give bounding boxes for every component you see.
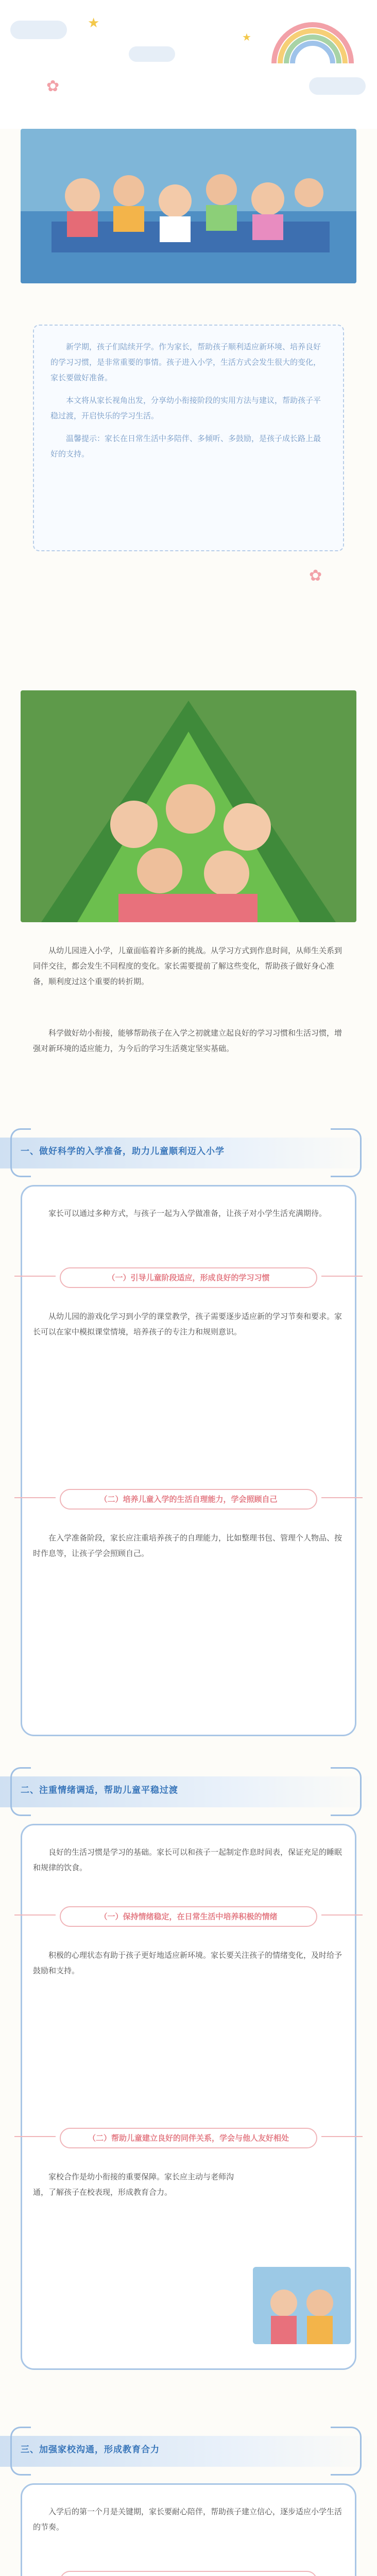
- flower-icon: ✿: [46, 77, 60, 95]
- section-title: 一、做好科学的入学准备，助力儿童顺利迈入小学: [21, 1146, 225, 1157]
- body-paragraph: 在入学准备阶段，家长应注重培养孩子的自理能力，比如整理书包、管理个人物品、按时作息等，让孩子学会照顾自己。: [33, 1533, 342, 1558]
- subheading: （二）帮助儿童建立良好的同伴关系，学会与他人友好相处: [60, 2128, 317, 2148]
- cloud-icon: [309, 77, 366, 95]
- section-banner: [0, 1123, 377, 1180]
- body-paragraph: 入学后的第一个月是关键期，家长要耐心陪伴，帮助孩子建立信心，逐步适应小学生活的节奏。: [33, 2507, 342, 2532]
- intro-paragraph: 新学期，孩子们陆续开学。作为家长，帮助孩子顺利适应新环境、培养良好的学习习惯，是非常重要的事情。孩子进入小学，生活方式会发生很大的变化，家长要做好准备。: [50, 342, 321, 382]
- subheading: （一）引导儿童阶段适应，形成良好的学习习惯: [60, 1267, 317, 1288]
- section-title: 二、注重情绪调适，帮助儿童平稳过渡: [21, 1785, 178, 1795]
- section-banner: [0, 2421, 377, 2478]
- intro-paragraph: 本文将从家长视角出发，分享幼小衔接阶段的实用方法与建议，帮助孩子平稳过渡，开启快乐的学习生活。: [50, 396, 321, 420]
- star-icon: ★: [242, 31, 251, 43]
- body-paragraph: 家长可以通过多种方式，与孩子一起为入学做准备，让孩子对小学生活充满期待。: [48, 1209, 327, 1218]
- rainbow-icon: [269, 20, 356, 66]
- intro-box: [33, 325, 344, 551]
- subheading: （二）培养儿童入学的生活自理能力，学会照顾自己: [60, 1489, 317, 1510]
- body-paragraph: 科学做好幼小衔接，能够帮助孩子在入学之初就建立起良好的学习习惯和生活习惯，增强对新环境的适应能力，为今后的学习生活奠定坚实基础。: [33, 1028, 342, 1053]
- intro-paragraph: 温馨提示：家长在日常生活中多陪伴、多倾听、多鼓励，是孩子成长路上最好的支持。: [50, 434, 321, 459]
- flower-icon: ✿: [309, 567, 322, 585]
- children-tent-photo: [21, 690, 356, 922]
- body-paragraph: 从幼儿园的游戏化学习到小学的课堂教学，孩子需要逐步适应新的学习节奏和要求。家长可以在家中模拟课堂情境，培养孩子的专注力和规则意识。: [33, 1312, 342, 1336]
- cloud-icon: [10, 21, 67, 39]
- body-paragraph: 家校合作是幼小衔接的重要保障。家长应主动与老师沟通，了解孩子在校表现，形成教育合力。: [33, 2172, 234, 2197]
- section-title: 三、加强家校沟通，形成教育合力: [21, 2445, 160, 2455]
- star-icon: ★: [88, 15, 100, 31]
- section-banner: [0, 1762, 377, 1819]
- body-paragraph: 良好的生活习惯是学习的基础。家长可以和孩子一起制定作息时间表，保证充足的睡眠和规律的饮食。: [33, 1848, 342, 1872]
- children-pool-photo: [21, 129, 356, 283]
- subheading: （一）保持情绪稳定，在日常生活中培养积极的情绪: [60, 1906, 317, 1927]
- body-paragraph: 从幼儿园进入小学，儿童面临着许多新的挑战。从学习方式到作息时间，从师生关系到同伴交往，都会发生不同程度的变化。家长需要提前了解这些变化，帮助孩子做好身心准备，顺利度过这个重要的转折期。: [33, 946, 342, 986]
- subheading: [60, 2571, 317, 2576]
- header-decoration: [0, 0, 377, 129]
- cloud-icon: [129, 46, 175, 62]
- children-activity-photo: [253, 2267, 351, 2344]
- body-paragraph: 积极的心理状态有助于孩子更好地适应新环境。家长要关注孩子的情绪变化，及时给予鼓励和支持。: [33, 1951, 342, 1975]
